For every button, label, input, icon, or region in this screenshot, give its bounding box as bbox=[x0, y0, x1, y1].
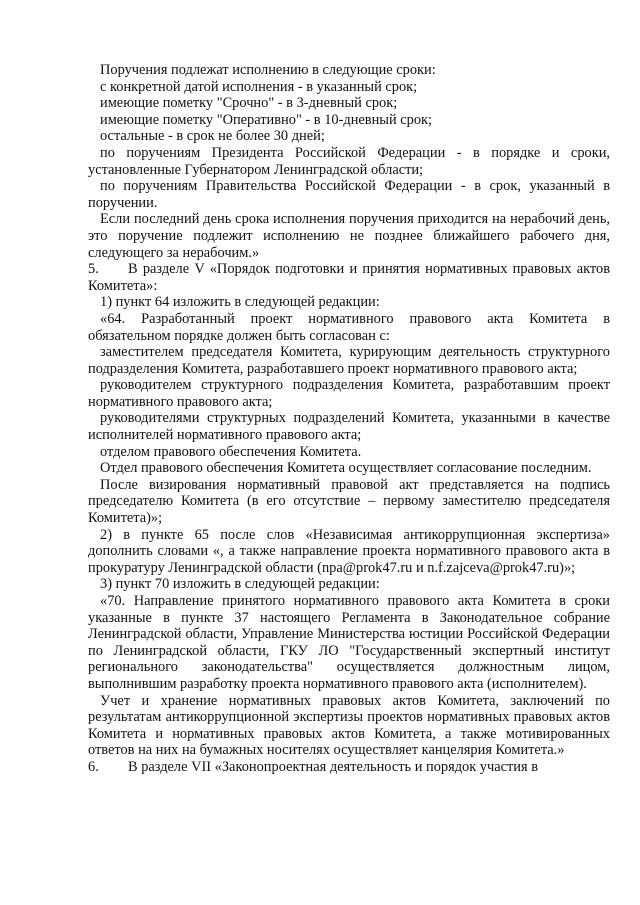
item-number: 6. bbox=[88, 758, 99, 775]
item-number: 5. bbox=[88, 261, 99, 278]
paragraph: Поручения подлежат исполнению в следующие сроки: bbox=[100, 62, 436, 78]
paragraph: отделом правового обеспечения Комитета. bbox=[100, 443, 362, 460]
paragraph: по поручениям Правительства Российской Федерации - в срок, указанный в поручении. bbox=[88, 178, 610, 211]
paragraph: остальные - в срок не более 30 дней; bbox=[100, 128, 325, 145]
paragraph: с конкретной датой исполнения - в указанный срок; bbox=[100, 78, 418, 95]
paragraph: Отдел правового обеспечения Комитета осуществляет согласование последним. bbox=[100, 460, 592, 477]
paragraph: «70. Направление принятого нормативного правового акта Комитета в сроки указанные в пункте 37 настоящего Регламента в Законодательное собрание Ленинградской области, Управление Министерства юстиции Российской Федерации по Ленинградской области, ГКУ ЛО "Государственный экспертный институт регионального законодательства" осуществляется должностным лицом, выполнившим разработку проекта нормативного правового акта (исполнителем). bbox=[88, 593, 610, 692]
paragraph: 3) пункт 70 изложить в следующей редакции: bbox=[100, 576, 380, 593]
paragraph: руководителями структурных подразделений Комитета, указанными в качестве исполнителей нормативного правового акта; bbox=[88, 410, 610, 444]
paragraph: имеющие пометку "Оперативно" - в 10-дневный срок; bbox=[100, 111, 433, 128]
paragraph: имеющие пометку "Срочно" - в 3-дневный срок; bbox=[100, 95, 398, 112]
numbered-paragraph bbox=[88, 759, 610, 776]
paragraph: руководителем структурного подразделения Комитета, разработавшим проект нормативного правового акта; bbox=[88, 377, 610, 410]
paragraph: 1) пункт 64 изложить в следующей редакции: bbox=[100, 294, 380, 311]
paragraph-text: В разделе VII «Законопроектная деятельность и порядок участия в bbox=[128, 758, 539, 775]
paragraph: «64. Разработанный проект нормативного правового акта Комитета в обязательном порядке должен быть согласован с: bbox=[88, 310, 610, 344]
paragraph: заместителем председателя Комитета, курирующим деятельность структурного подразделения Комитета, разработавшего проект нормативного правового акта; bbox=[88, 344, 610, 377]
paragraph: 2) в пункте 65 после слов «Независимая антикоррупционная экспертиза» дополнить словами «, а также направление проекта нормативного правового акта в прокуратуру Ленинградской области (npa@prok47.ru и n.f.zajceva@prok47.ru)»; bbox=[88, 526, 610, 576]
numbered-paragraph bbox=[88, 261, 610, 294]
paragraph: по поручениям Президента Российской Федерации - в порядке и сроки, установленные Губернатором Ленинградской области; bbox=[88, 144, 610, 178]
paragraph-text: В разделе V «Порядок подготовки и принятия нормативных правовых актов Комитета»: bbox=[88, 261, 610, 294]
paragraph: Если последний день срока исполнения поручения приходится на нерабочий день, это поручение подлежит исполнению не позднее ближайшего рабочего дня, следующего за нерабочим.» bbox=[88, 211, 610, 261]
paragraph: После визирования нормативный правовой акт представляется на подпись председателю Комитета (в его отсутствие – первому заместителю председателя Комитета)»; bbox=[88, 476, 610, 527]
paragraph: Учет и хранение нормативных правовых актов Комитета, заключений по результатам антикоррупционной экспертизы проектов нормативных правовых актов Комитета и нормативных правовых актов Комитета, а также мотивированных ответов на них на бумажных носителях осуществляет канцелярия Комитета.» bbox=[88, 692, 610, 759]
